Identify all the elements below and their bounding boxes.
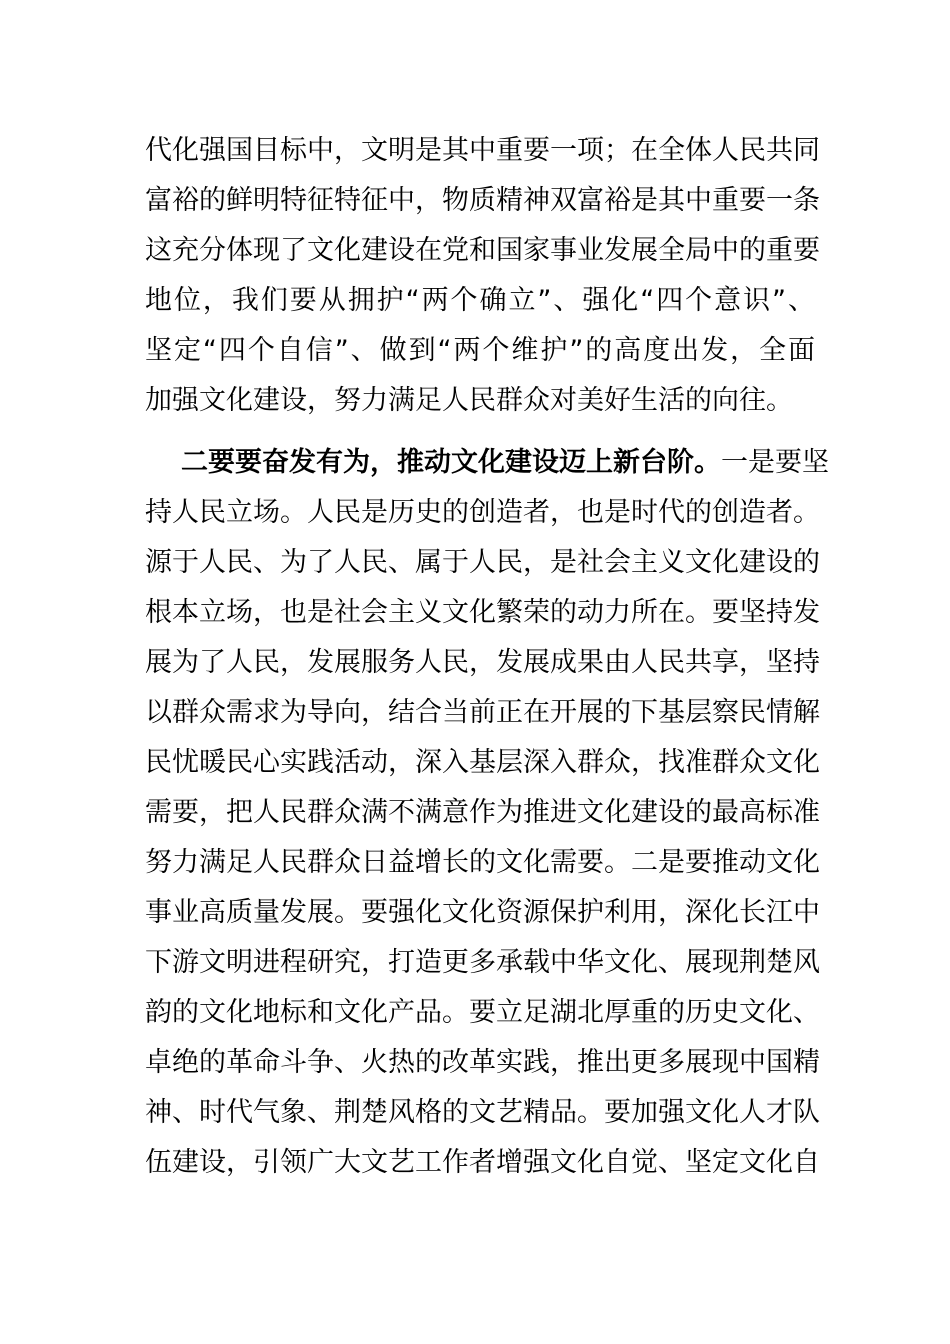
- text-line: 卓绝的革命斗争、火热的改革实践，推出更多展现中国精: [145, 1047, 820, 1078]
- text-line: 事业高质量发展。要强化文化资源保护利用，深化长江中: [145, 897, 820, 928]
- text-line: 神、时代气象、荆楚风格的文艺精品。要加强文化人才队: [145, 1097, 820, 1128]
- text-line: 展为了人民，发展服务人民，发展成果由人民共享，坚持: [145, 647, 820, 678]
- heading-continuation: 一是要坚: [721, 447, 829, 478]
- text-line: 努力满足人民群众日益增长的文化需要。二是要推动文化: [145, 847, 820, 878]
- text-line: 加强文化建设，努力满足人民群众对美好生活的向往。: [145, 385, 793, 416]
- text-line: 根本立场，也是社会主义文化繁荣的动力所在。要坚持发: [145, 597, 820, 628]
- text-line: 源于人民、为了人民、属于人民，是社会主义文化建设的: [145, 547, 820, 578]
- text-line: 代化强国目标中，文明是其中重要一项；在全体人民共同: [145, 135, 820, 166]
- text-line: 民忧暖民心实践活动，深入基层深入群众，找准群众文化: [145, 747, 820, 778]
- text-line: 韵的文化地标和文化产品。要立足湖北厚重的历史文化、: [145, 997, 820, 1028]
- text-line: 坚定“四个自信”、做到“两个维护”的高度出发，全面: [145, 335, 815, 366]
- text-line: 持人民立场。人民是历史的创造者，也是时代的创造者。: [145, 497, 820, 528]
- text-line: 地位，我们要从拥护“两个确立”、强化“四个意识”、: [145, 285, 815, 316]
- text-line: 这充分体现了文化建设在党和国家事业发展全局中的重要: [145, 235, 820, 266]
- paragraph-2: [145, 438, 829, 1188]
- text-line: 需要，把人民群众满不满意作为推进文化建设的最高标准: [145, 797, 820, 828]
- text-line-first: [145, 438, 829, 488]
- text-line: 富裕的鲜明特征特征中，物质精神双富裕是其中重要一条: [145, 185, 820, 216]
- paragraph-1: [145, 126, 820, 426]
- text-line: 下游文明进程研究，打造更多承载中华文化、展现荆楚风: [145, 947, 820, 978]
- section-heading: 二要要奋发有为，推动文化建设迈上新台阶。: [181, 447, 721, 478]
- text-line: 伍建设，引领广大文艺工作者增强文化自觉、坚定文化自: [145, 1147, 820, 1178]
- text-line: 以群众需求为导向，结合当前正在开展的下基层察民情解: [145, 697, 820, 728]
